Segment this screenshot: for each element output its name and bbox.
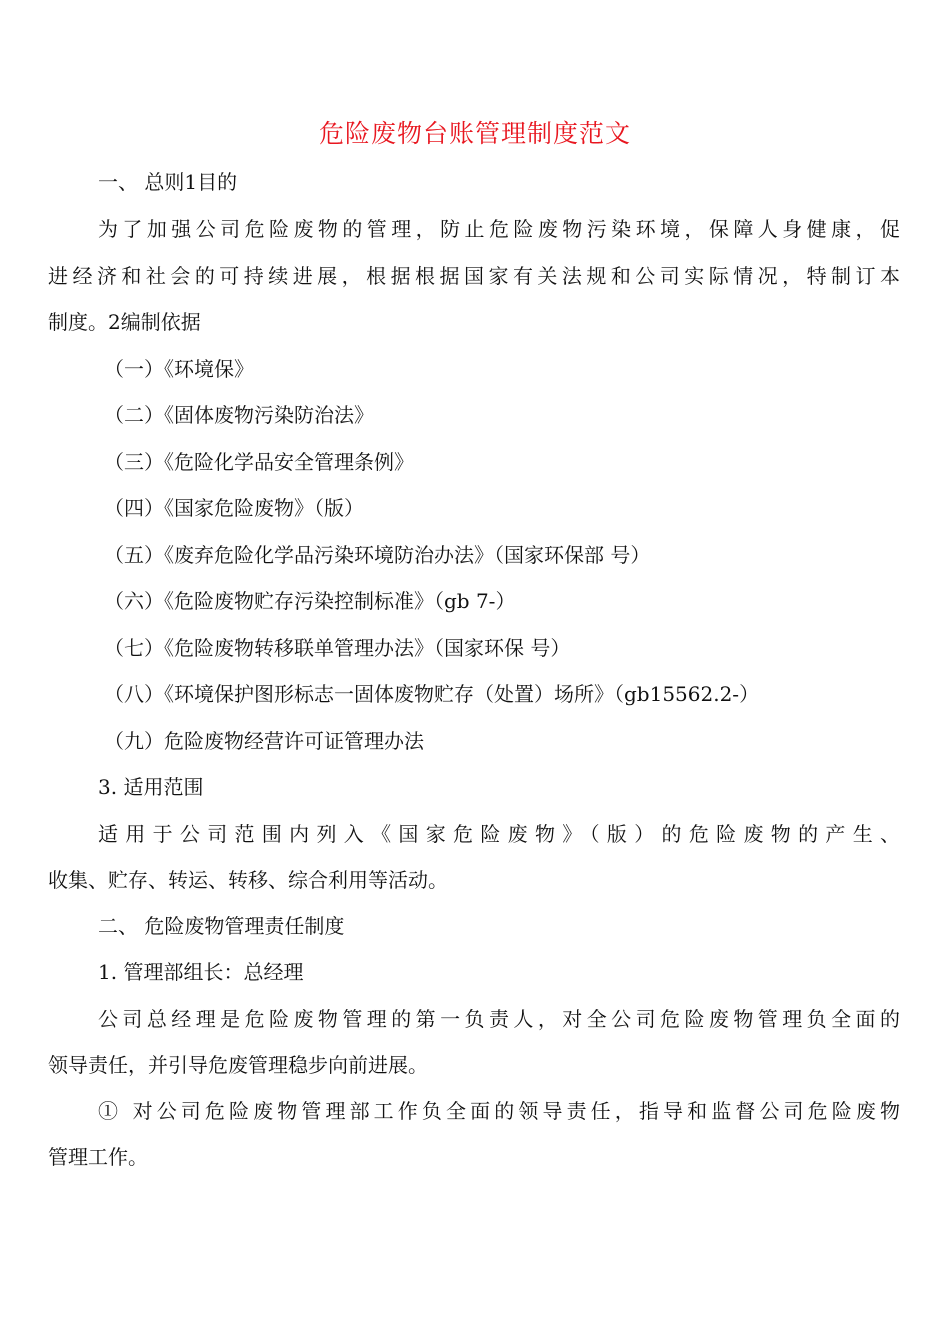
- paragraph-line: 为了加强公司危险废物的管理，防止危险废物污染环境，保障人身健康，促: [98, 217, 900, 241]
- paragraph-line: 公司总经理是危险废物管理的第一负责人，对全公司危险废物管理负全面的: [98, 1007, 900, 1031]
- list-item: （二）《固体废物污染防治法》: [104, 403, 374, 427]
- paragraph-line: 进经济和社会的可持续进展，根据根据国家有关法规和公司实际情况，特制订本: [48, 264, 900, 288]
- paragraph-line: 制度。2编制依据: [48, 310, 201, 334]
- list-item: （九）危险废物经营许可证管理办法: [104, 729, 424, 753]
- subsection-heading: 1. 管理部组长：总经理: [98, 960, 304, 984]
- paragraph-line: 收集、贮存、转运、转移、综合利用等活动。: [48, 868, 448, 892]
- list-item: （一）《环境保》: [104, 357, 254, 381]
- section-heading-responsibility: 二、 危险废物管理责任制度: [98, 914, 345, 938]
- section-heading-scope: 3. 适用范围: [98, 775, 204, 799]
- section-heading-general: 一、 总则1目的: [98, 170, 238, 194]
- paragraph-line: 领导责任，并引导危废管理稳步向前进展。: [48, 1053, 428, 1077]
- list-item: （八）《环境保护图形标志一固体废物贮存（处置）场所》（gb15562.2-）: [104, 682, 760, 706]
- list-item: （六）《危险废物贮存污染控制标准》（gb 7-）: [104, 589, 516, 613]
- paragraph-line: 管理工作。: [48, 1145, 148, 1169]
- paragraph-line: 适用于公司范围内列入《国家危险废物》（版）的危险废物的产生、: [98, 822, 900, 846]
- document-title: 危险废物台账管理制度范文: [318, 119, 631, 148]
- list-item: （三）《危险化学品安全管理条例》: [104, 450, 414, 474]
- list-item: （四）《国家危险废物》（版）: [104, 496, 364, 520]
- paragraph-line: ① 对公司危险废物管理部工作负全面的领导责任，指导和监督公司危险废物: [98, 1099, 900, 1123]
- list-item: （七）《危险废物转移联单管理办法》（国家环保 号）: [104, 636, 571, 660]
- list-item: （五）《废弃危险化学品污染环境防治办法》（国家环保部 号）: [104, 543, 651, 567]
